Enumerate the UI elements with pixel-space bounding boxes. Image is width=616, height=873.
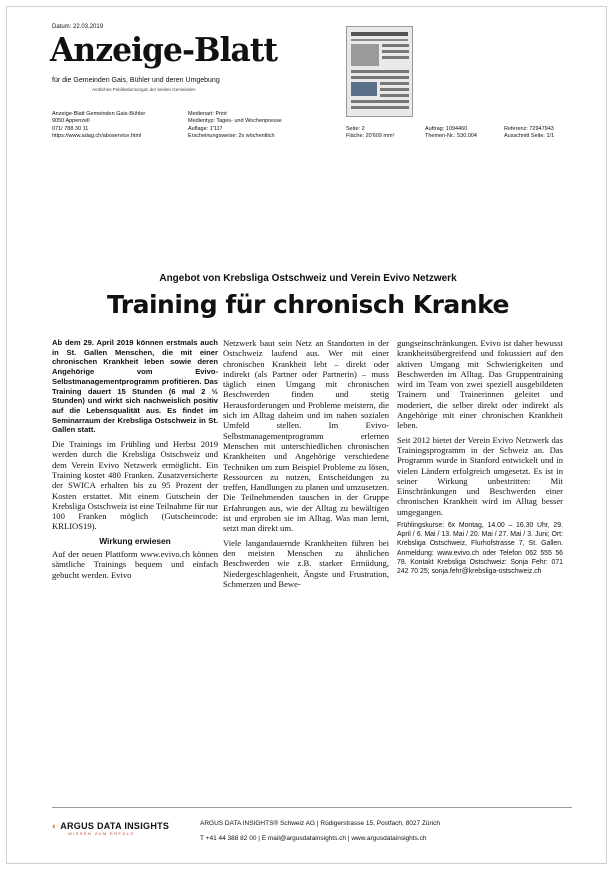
article-column-3 — [397, 338, 563, 580]
article-paragraph: Netzwerk baut sein Netz an Standorten in der Ostschweiz laufend aus. Wer mit einer chronischen Krankheit lebt – direkt oder indirekt (als Partner oder Partnerin) – muss täglich einen Umgang mit chronischen Beschwerden finden und stetig Herausforderungen und Probleme meistern, die sich im Alltag daheim und im nahen sozialen Umfeld stellen. Im Evivo-Selbstmanagementprogramm erlernen Menschen mit unterschiedlichen chronischen Krankheiten und Angehörige verschiedene Techniken um zum Beispiel Probleme zu lösen, Ressourcen zu nutzen, Entscheidungen zu treffen, Handlungen zu planen und umzusetzen. Die Teilnehmenden tauschen in der Gruppe Erfahrungen aus, wie der Alltag zu bewältigen ist und erproben sie im Alltag. Was man lernt, setzt man direkt um. — [223, 338, 389, 534]
logo-tagline: WISSEN ZUM ERFOLG — [68, 831, 135, 836]
article-paragraph: Auf der neuen Plattform www.evivo.ch können sämtliche Trainings bequem und einfach gebucht werden. Evivo — [52, 549, 218, 580]
publication-date: Datum: 22.03.2019 — [52, 24, 104, 30]
logo-text: ARGUS DATA INSIGHTS — [60, 821, 170, 831]
argus-logo — [52, 821, 169, 836]
newspaper-masthead: Anzeige-Blatt — [50, 30, 277, 69]
article-headline: Training für chronisch Kranke — [106, 290, 510, 319]
newspaper-subtitle: für die Gemeinden Gais, Bühler und deren Umgebung — [52, 77, 220, 84]
order-info: Auftrag: 1094460 Themen-Nr.: 530.004 — [425, 126, 477, 140]
article-paragraph: gungseinschränkungen. Evivo ist daher bewusst krankheitsübergreifend und fokussiert auf den aktiven Umgang mit Schwierigkeiten und Beschwerden im Alltag. Das Gruppentraining wird im Team von zwei speziell ausgebildeten Trainern und Trainerinnen geleitet und moderiert, die selber direkt oder indirekt als Angehörige mit einer chronischen Krankheit leben. — [397, 338, 563, 431]
article-lead: Ab dem 29. April 2019 können erstmals auch in St. Gallen Menschen, die mit einer chronischen Krankheit leben sowie deren Angehörige vom Evivo-Selbstmanagementprogramm profitieren. Das Training dauert 15 Stunden (6 mal 2 ½ Stunden) und wirkt sich nachweislich positiv auf die Lebensqualität aus. Es findet im Seminarraum der Krebsliga Ostschweiz in St. Gallen statt. — [52, 338, 218, 435]
article-column-1 — [52, 338, 218, 584]
article-column-2 — [223, 338, 389, 593]
article-paragraph: Seit 2012 bietet der Verein Evivo Netzwerk das Trainingsprogramm in der Schweiz an. Das Programm wurde in Stanford entwickelt und in vielen Ländern erfolgreich umgesetzt. Es ist in seiner Wirkung unbestritten: Mit Einschränkungen und Beschwerden einer chronischen Krankheit wird im Alltag besser umgegangen. — [397, 434, 563, 517]
reference-info: Referenz: 72947943 Ausschnitt Seite: 1/1 — [504, 126, 555, 140]
article-paragraph: Die Trainings im Frühling und Herbst 2019 werden durch die Krebsliga Ostschweiz und dem Verein Evivo Netzwerk ermöglicht. Ein Training kostet 480 Franken. Zusatzversicherte der SWICA erhalten bis zu 95 Prozent der Kosten erstattet. Mit einem Gutschein der Krebsliga Ostschweiz ist eine Teilnahme für nur 100 Franken möglich (Gutscheincode: KRLIOS19). — [52, 439, 218, 532]
publisher-info: Anzeige-Blatt Gemeinden Gais-Bühler 9050 Appenzell 071/ 788 30 11 https://www.adag.ch/aboservice.html — [52, 111, 146, 139]
footer-contact-line: T +41 44 388 82 00 | E mail@argusdatainsights.ch | www.argusdatainsights.ch — [200, 835, 427, 842]
article-paragraph: Viele langandauernde Krankheiten führen bei den meisten Menschen zu ähnlichen Beschwerden wie z.B. starker Ermüdung, Niedergeschlagenheit, Ängste und Frustration, Schmerzen und Bewe- — [223, 537, 389, 589]
article-subheading: Wirkung erwiesen — [99, 535, 171, 546]
page-info: Seite: 2 Fläche: 20'609 mm² — [346, 126, 395, 140]
logo-mark-icon: ◐ — [52, 821, 61, 831]
article-kicker: Angebot von Krebsliga Ostschweiz und Verein Evivo Netzwerk — [159, 273, 457, 284]
course-info: Frühlingskurse: 6x Montag, 14.00 – 16.30 Uhr, 29. April / 6. Mai / 13. Mai / 20. Mai / 27. Mai / 3. Juni; Ort: Krebsliga Ostschweiz, Flurhofstrasse 7, St. Gallen. Anmeldung: www.evivo.ch oder Telefon 062 555 56 78. Kontakt Krebsliga Ostschweiz: Sonja Fehr: 071 242 70 25; sonja.fehr@krebsliga-ostschweiz.ch — [397, 522, 563, 576]
page-thumbnail — [346, 26, 413, 117]
media-info: Medienart: Print Medientyp: Tages- und Wochenpresse Auflage: 1'117 Erscheinungsweise: 2x wöchentlich — [188, 111, 282, 139]
newspaper-tagline: Amtliches Publikationsorgan der beiden Gemeinden — [92, 87, 196, 92]
footer-address: ARGUS DATA INSIGHTS® Schweiz AG | Rüdigerstrasse 15, Postfach, 8027 Zürich — [200, 820, 440, 827]
footer-contact — [200, 816, 440, 846]
footer-divider — [52, 807, 572, 808]
